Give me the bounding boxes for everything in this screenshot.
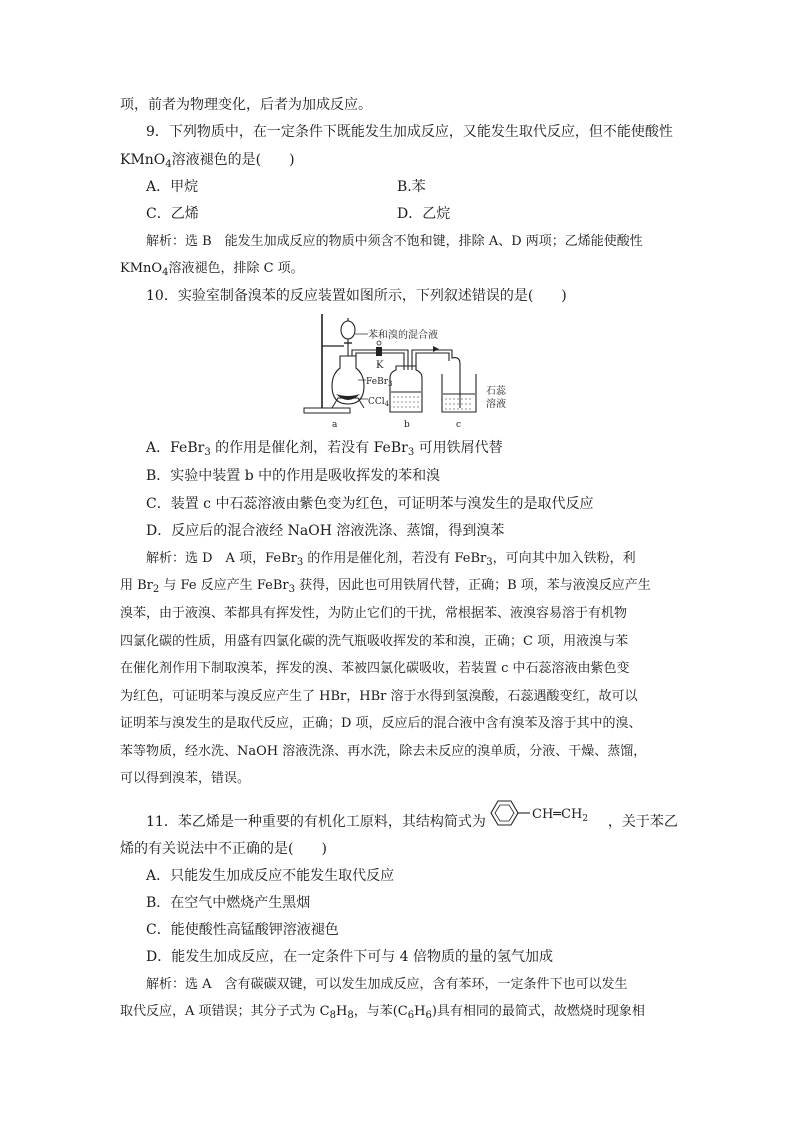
q9-answer: 解析：选 B 能发生加成反应的物质中须含不饱和键，排除 A、D 两项；乙烯能使酸性 (146, 234, 643, 249)
q11-answer-1: 解析：选 A 含有碳碳双键，可以发生加成反应，含有苯环，一定条件下也可以发生 (146, 977, 628, 992)
q10-answer-4: 四氯化碳的性质，用盛有四氯化碳的洗气瓶吸收挥发的苯和溴，正确；C 项，用液溴与苯 (120, 634, 629, 649)
q10-answer-5: 在催化剂作用下制取溴苯，挥发的溴、苯被四氯化碳吸收，若装置 c 中石蕊溶液由紫色变 (120, 661, 630, 676)
catalyst-label: FeBr$_3$ (366, 377, 393, 388)
q11-option-c: C．能使酸性高锰酸钾溶液褪色 (146, 922, 339, 938)
label-c: c (456, 420, 462, 430)
q10-answer-2: 用 $Br_2$ 与 Fe 反应产生 FeBr$_3$ 获得，因此也可用铁屑代替，正确；B 项，苯与液溴反应产生 (120, 578, 651, 595)
q10-answer-1: 解析：选 D A 项，FeBr$_3$ 的作用是催化剂，若没有 FeBr$_3$，可向其中加入铁粉，利 (146, 551, 636, 568)
solvent-label: CCl$_4$ (368, 397, 390, 408)
bromobenzene-apparatus-figure (300, 312, 520, 430)
q9-option-a: A．甲烷 (146, 179, 199, 195)
q10-option-c: C．装置 c 中石蕊溶液由紫色变为红色，可证明苯与溴发生的是取代反应 (146, 496, 594, 512)
q10-answer-6: 为红色，可证明苯与溴反应产生了 HBr，HBr 溶于水得到氢溴酸，石蕊遇酸变红，故可以 (120, 689, 638, 704)
q9-stem-cont: KMnO$_4$溶液褪色的是( ) (120, 152, 295, 170)
vinyl-group: $CH═CH_2$ (532, 807, 589, 824)
q11-option-a: A．只能发生加成反应不能发生取代反应 (146, 868, 395, 884)
q9-option-c: C．乙烯 (146, 206, 199, 222)
dropping-funnel (341, 321, 355, 339)
q10-option-d: D．反应后的混合液经 NaOH 溶液洗涤、蒸馏，得到溴苯 (146, 523, 505, 539)
styrene-structure (484, 796, 608, 838)
q10-option-a: A．FeBr$_3$ 的作用是催化剂，若没有 FeBr$_3$ 可用铁屑代替 (146, 440, 503, 458)
label-a: a (332, 420, 338, 430)
q9-answer-cont: KMnO$_4$溶液褪色，排除 C 项。 (120, 261, 304, 278)
q11-stem-cont: 烯的有关说法中不正确的是( ) (120, 841, 327, 857)
q10-answer-9: 可以得到溴苯，错误。 (120, 771, 251, 786)
q11-option-d: D．能发生加成反应，在一定条件下可与 4 倍物质的量的氢气加成 (146, 949, 554, 965)
q10-option-b: B．实验中装置 b 中的作用是吸收挥发的苯和溴 (146, 468, 441, 484)
flask-a-liquid (336, 394, 360, 400)
q11-answer-2: 取代反应，A 项错误；其分子式为 $C_8H_8$，与苯$(C_6H_6)$具有相同的最简式，故燃烧时现象相 (120, 1004, 645, 1021)
tube-b-to-c (412, 350, 460, 408)
q9-option-b: B.苯 (397, 179, 426, 195)
valve-k (376, 347, 382, 356)
q10-answer-3: 溴苯，由于液溴、苯都具有挥发性，为防止它们的干扰，常根据苯、液溴容易溶于有机物 (120, 606, 628, 621)
beaker-c (442, 374, 476, 412)
litmus-label-2: 溶液 (486, 399, 506, 410)
q9-option-d: D．乙烷 (397, 206, 451, 222)
stand-base (304, 408, 350, 413)
q10-stem: 10．实验室制备溴苯的反应装置如图所示，下列叙述错误的是( ) (146, 288, 567, 304)
q9-stem: 9．下列物质中，在一定条件下既能发生加成反应，又能发生取代反应，但不能使酸性 (146, 124, 673, 140)
q11-stem: 11．苯乙烯是一种重要的有机化工原料，其结构简式为 ，关于苯乙 (146, 814, 678, 830)
bottle-b (390, 366, 422, 412)
q10-answer-7: 证明苯与溴发生的是取代反应，正确；D 项，反应后的混合液中含有溴苯及溶于其中的溴、 (120, 716, 642, 731)
valve-label: K (376, 360, 384, 371)
q10-answer-8: 苯等物质，经水洗、NaOH 溶液洗涤、再水洗，除去未反应的溴单质，分液、干燥、蒸馏， (120, 744, 647, 759)
litmus-label: 石蕊 (486, 386, 506, 397)
label-b: b (404, 420, 410, 430)
q11-option-b: B．在空气中燃烧产生黑烟 (146, 895, 311, 911)
paragraph-line: 项，前者为物理变化，后者为加成反应。 (120, 97, 372, 113)
funnel-label: 苯和溴的混合液 (368, 330, 438, 341)
